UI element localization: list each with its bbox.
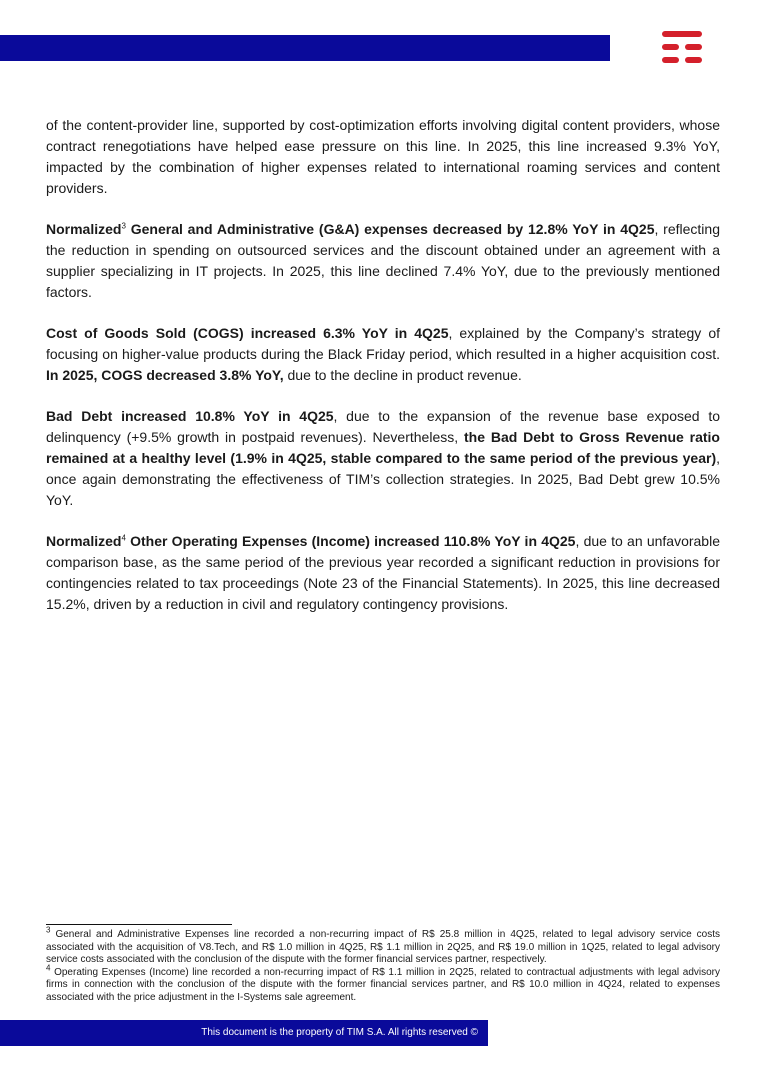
bold-text: Other Operating Expenses (Income) increased 110.8% YoY in 4Q25 (125, 533, 576, 549)
text: , due to the expansion of the revenue base exposed to delinquency (+9.5% growth in postpaid revenues). Nevertheless, (46, 408, 720, 445)
bold-text: Normalized (46, 221, 122, 237)
bold-text: Normalized (46, 533, 122, 549)
footer-bar (0, 1020, 488, 1046)
body-text (46, 115, 720, 635)
bold-text: In 2025, COGS decreased 3.8% YoY, (46, 367, 284, 383)
tim-logo (662, 31, 702, 65)
header-bar (0, 35, 610, 61)
paragraph-cogs (46, 323, 720, 386)
footnote-4 (46, 963, 720, 1005)
footnote-divider (46, 924, 232, 925)
text: , explained by the Company’s strategy of focusing on higher-value products during the Black Friday period, which resulted in a higher acquisition cost. (46, 325, 720, 362)
paragraph-bad-debt (46, 406, 720, 511)
text: , once again demonstrating the effectiveness of TIM’s collection strategies. In 2025, Bad Debt grew 10.5% YoY. (46, 450, 720, 508)
paragraph-content-provider (46, 115, 720, 199)
text: , due to an unfavorable comparison base, as the same period of the previous year recorded a significant reduction in provisions for contingencies related to tax proceedings (Note 23 of the Financial Statements). In 2025, this line decreased 15.2%, driven by a reduction in civil and regulatory contingency provisions. (46, 533, 720, 612)
paragraph-other-opex (46, 531, 720, 615)
footnote-text: Operating Expenses (Income) line recorded a non-recurring impact of R$ 1.1 million in 2Q25, related to contractual adjustments with legal advisory firms in connection with the conclusion of the dispute with the former financial services partner, and R$ 10.0 million in 4Q24, related to expenses associated with the price adjustment in the I-Systems sale agreement. (46, 966, 720, 1003)
footnote-mark: 4 (46, 963, 51, 973)
paragraph-ga-expenses (46, 219, 720, 303)
footer-text: This document is the property of TIM S.A. All rights reserved © (201, 1027, 478, 1038)
footnote-mark: 3 (46, 925, 51, 935)
footnote-text: General and Administrative Expenses line recorded a non-recurring impact of R$ 25.8 million in 4Q25, related to legal advisory service costs associated with the acquisition of V8.Tech, and R$ 1.0 million in 4Q25, R$ 1.1 million in 2Q25, and R$ 19.0 million in 1Q25, related to legal advisory service costs associated with the conclusion of the dispute with the former financial services partner, respectively. (46, 929, 720, 965)
footnote-ref[interactable]: 4 (121, 533, 126, 543)
bold-text: Bad Debt increased 10.8% YoY in 4Q25 (46, 408, 334, 424)
footnotes (46, 925, 720, 1004)
bold-text: General and Administrative (G&A) expenses decreased by 12.8% YoY in 4Q25 (125, 221, 655, 237)
text: of the content-provider line, supported by cost-optimization efforts involving digital content providers, whose contract renegotiations have helped ease pressure on this line. In 2025, this line increased 9.3% YoY, impacted by the combination of higher expenses related to international roaming services and content providers. (46, 117, 720, 196)
footnote-3 (46, 925, 720, 967)
text: , reflecting the reduction in spending on outsourced services and the discount obtained under an agreement with a supplier specializing in IT projects. In 2025, this line declined 7.4% YoY, due to the previously mentioned factors. (46, 221, 720, 300)
text: due to the decline in product revenue. (283, 367, 522, 383)
footnote-ref[interactable]: 3 (121, 221, 126, 231)
bold-text: the Bad Debt to Gross Revenue ratio remained at a healthy level (1.9% in 4Q25, stable compared to the same period of the previous year) (46, 429, 720, 466)
bold-text: Cost of Goods Sold (COGS) increased 6.3% YoY in 4Q25 (46, 325, 449, 341)
